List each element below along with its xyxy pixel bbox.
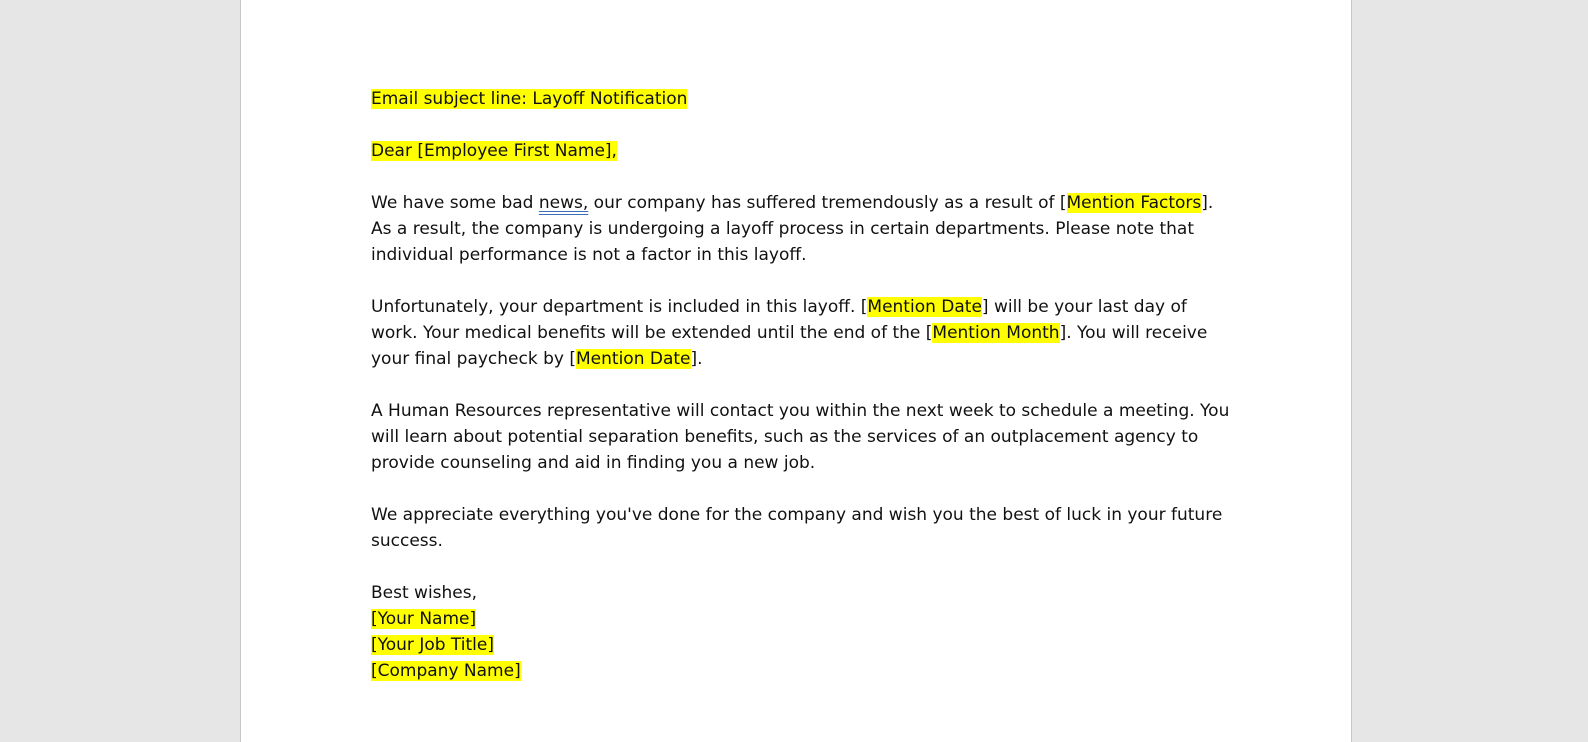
paragraph-hr-contact[interactable]	[371, 398, 1231, 476]
placeholder-job-title: [Your Job Title]	[371, 635, 495, 655]
signature-name-line	[371, 606, 1231, 632]
placeholder-mention-date-2: Mention Date	[576, 349, 691, 369]
grammar-flagged-word[interactable]: news,	[538, 193, 589, 213]
signature-block[interactable]	[371, 580, 1231, 684]
document-page[interactable]	[240, 0, 1352, 742]
p4-text: We appreciate everything you've done for the company and wish you the best of luck in your future success.	[371, 505, 1223, 551]
p1-text-start: We have some bad	[371, 193, 539, 213]
p1-text-end: ]. As a result, the company is undergoing a layoff process in certain departments. Please note that individual performance is not a factor in this layoff.	[371, 193, 1214, 265]
signature-title-line	[371, 632, 1231, 658]
placeholder-mention-date-1: Mention Date	[867, 297, 982, 317]
placeholder-company-name: [Company Name]	[371, 661, 521, 681]
p2-text-1: Unfortunately, your department is included in this layoff. [	[371, 297, 868, 317]
p3-text: A Human Resources representative will contact you within the next week to schedule a meeting. You will learn about potential separation benefits, such as the services of an outplacement agency to provide counseling and aid in finding you a new job.	[371, 401, 1230, 473]
subject-line: Email subject line: Layoff Notification	[371, 89, 688, 109]
placeholder-your-name: [Your Name]	[371, 609, 477, 629]
p2-text-4: ].	[690, 349, 703, 369]
document-body[interactable]	[371, 86, 1231, 684]
paragraph-bad-news[interactable]	[371, 190, 1231, 268]
placeholder-mention-factors: Mention Factors	[1066, 193, 1202, 213]
closing-text: Best wishes,	[371, 583, 478, 603]
closing	[371, 580, 1231, 606]
p2-text-3: ]. You will receive your final paycheck by [	[371, 323, 1208, 369]
placeholder-mention-month: Mention Month	[932, 323, 1060, 343]
paragraph-appreciation[interactable]	[371, 502, 1231, 554]
greeting-paragraph[interactable]	[371, 138, 1231, 164]
greeting: Dear [Employee First Name],	[371, 141, 617, 161]
p1-text-middle: our company has suffered tremendously as a result of [	[588, 193, 1067, 213]
paragraph-last-day[interactable]	[371, 294, 1231, 372]
p2-text-2: ] will be your last day of work. Your medical benefits will be extended until the end of the [	[371, 297, 1187, 343]
signature-company-line	[371, 658, 1231, 684]
subject-line-paragraph[interactable]	[371, 86, 1231, 112]
